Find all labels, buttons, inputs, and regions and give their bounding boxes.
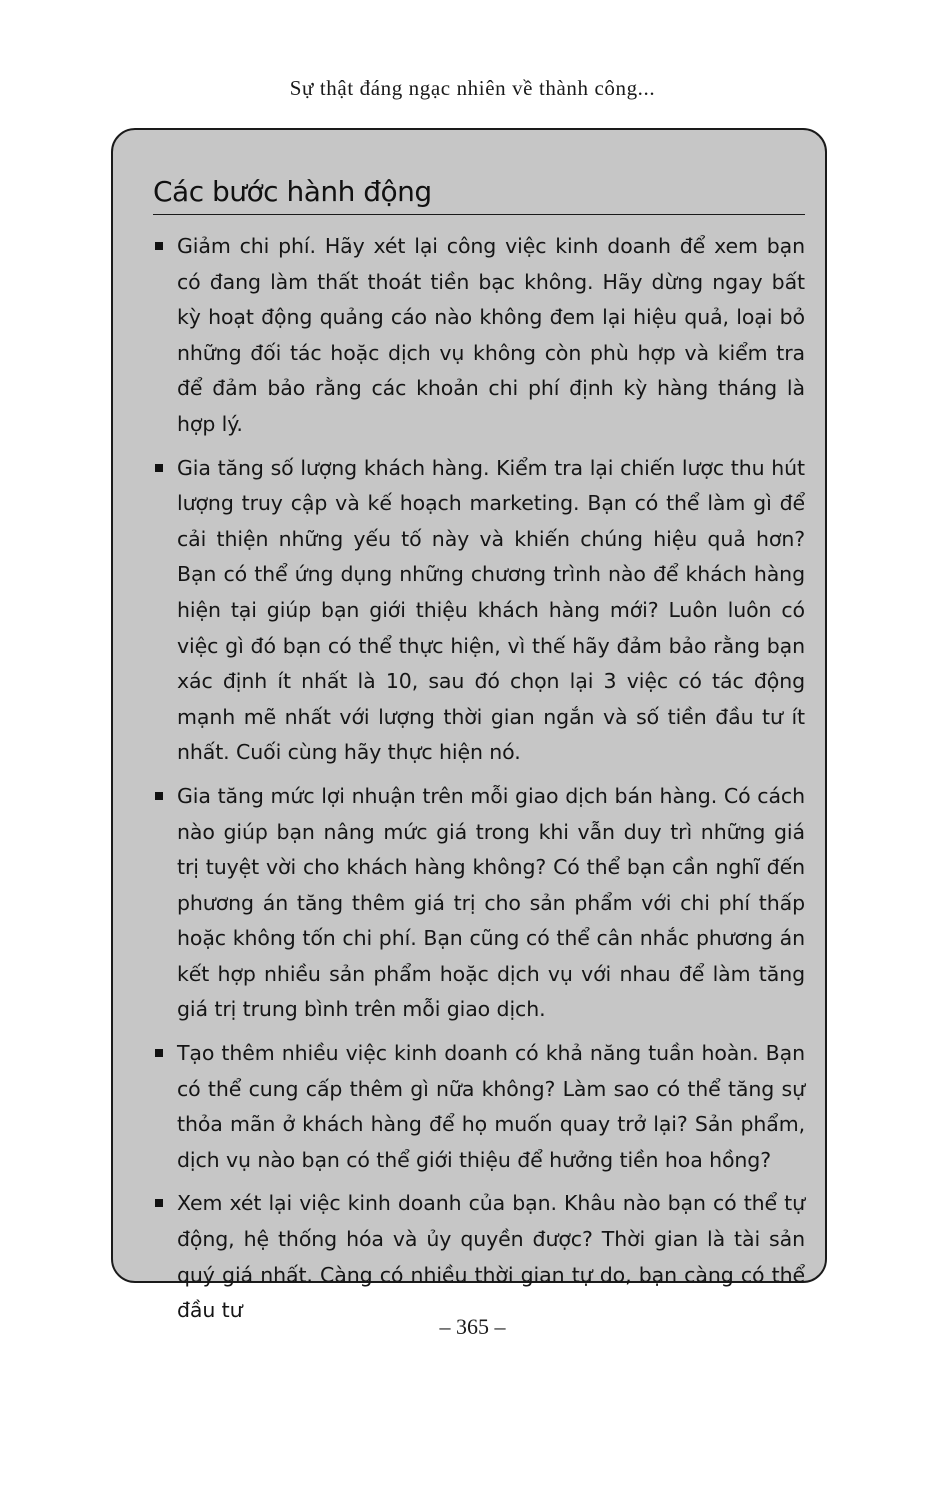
page-number: – 365 – — [439, 1314, 506, 1339]
action-item — [153, 451, 805, 771]
action-item-text: Tạo thêm nhiều việc kinh doanh có khả năng tuần hoàn. Bạn có thể cung cấp thêm gì nữa không? Làm sao có thể tăng sự thỏa mãn ở khách hàng để họ muốn quay trở lại? Sản phẩm, dịch vụ nào bạn có thể giới thiệu để hưởng tiền hoa hồng? — [177, 1041, 805, 1172]
action-item-text: Giảm chi phí. Hãy xét lại công việc kinh doanh để xem bạn có đang làm thất thoát tiền bạc không. Hãy dừng ngay bất kỳ hoạt động quảng cáo nào không đem lại hiệu quả, loại bỏ những đối tác hoặc dịch vụ không còn phù hợp và kiểm tra để đảm bảo rằng các khoản chi phí định kỳ hàng tháng là hợp lý. — [177, 234, 805, 436]
action-item — [153, 779, 805, 1028]
action-item-text: Gia tăng số lượng khách hàng. Kiểm tra lại chiến lược thu hút lượng truy cập và kế hoạch marketing. Bạn có thể làm gì để cải thiện những yếu tố này và khiến chúng hiệu quả hơn? Bạn có thể ứng dụng những chương trình nào để khách hàng hiện tại giúp bạn giới thiệu khách hàng mới? Luôn luôn có việc gì đó bạn có thể thực hiện, vì thế hãy đảm bảo rằng bạn xác định ít nhất là 10, sau đó chọn lại 3 việc có tác động mạnh mẽ nhất với lượng thời gian ngắn và số tiền đầu tư ít nhất. Cuối cùng hãy thực hiện nó. — [177, 455, 805, 765]
box-title: Các bước hành động — [153, 172, 805, 215]
action-item — [153, 1186, 805, 1328]
action-item — [153, 1036, 805, 1178]
running-header: Sự thật đáng ngạc nhiên về thành công... — [289, 76, 656, 100]
action-item-text: Xem xét lại việc kinh doanh của bạn. Khâu nào bạn có thể tự động, hệ thống hóa và ủy quyền được? Thời gian là tài sản quý giá nhất. Càng có nhiều thời gian tự do, bạn càng có thể đầu tư — [177, 1191, 805, 1323]
square-bullet-icon — [155, 1049, 163, 1057]
action-list — [153, 229, 805, 1329]
action-steps-box — [111, 128, 827, 1323]
square-bullet-icon — [155, 464, 163, 472]
square-bullet-icon — [155, 1199, 163, 1207]
action-item-text: Gia tăng mức lợi nhuận trên mỗi giao dịch bán hàng. Có cách nào giúp bạn nâng mức giá trong khi vẫn duy trì những giá trị tuyệt vời cho khách hàng không? Có thể bạn cần nghĩ đến phương án tăng thêm giá trị cho sản phẩm với chi phí thấp hoặc không tốn chi phí. Bạn cũng có thể cân nhắc phương án kết hợp nhiều sản phẩm hoặc dịch vụ với nhau để làm tăng giá trị trung bình trên mỗi giao dịch. — [177, 783, 805, 1022]
square-bullet-icon — [155, 792, 163, 800]
action-item — [153, 229, 805, 443]
square-bullet-icon — [155, 242, 163, 250]
